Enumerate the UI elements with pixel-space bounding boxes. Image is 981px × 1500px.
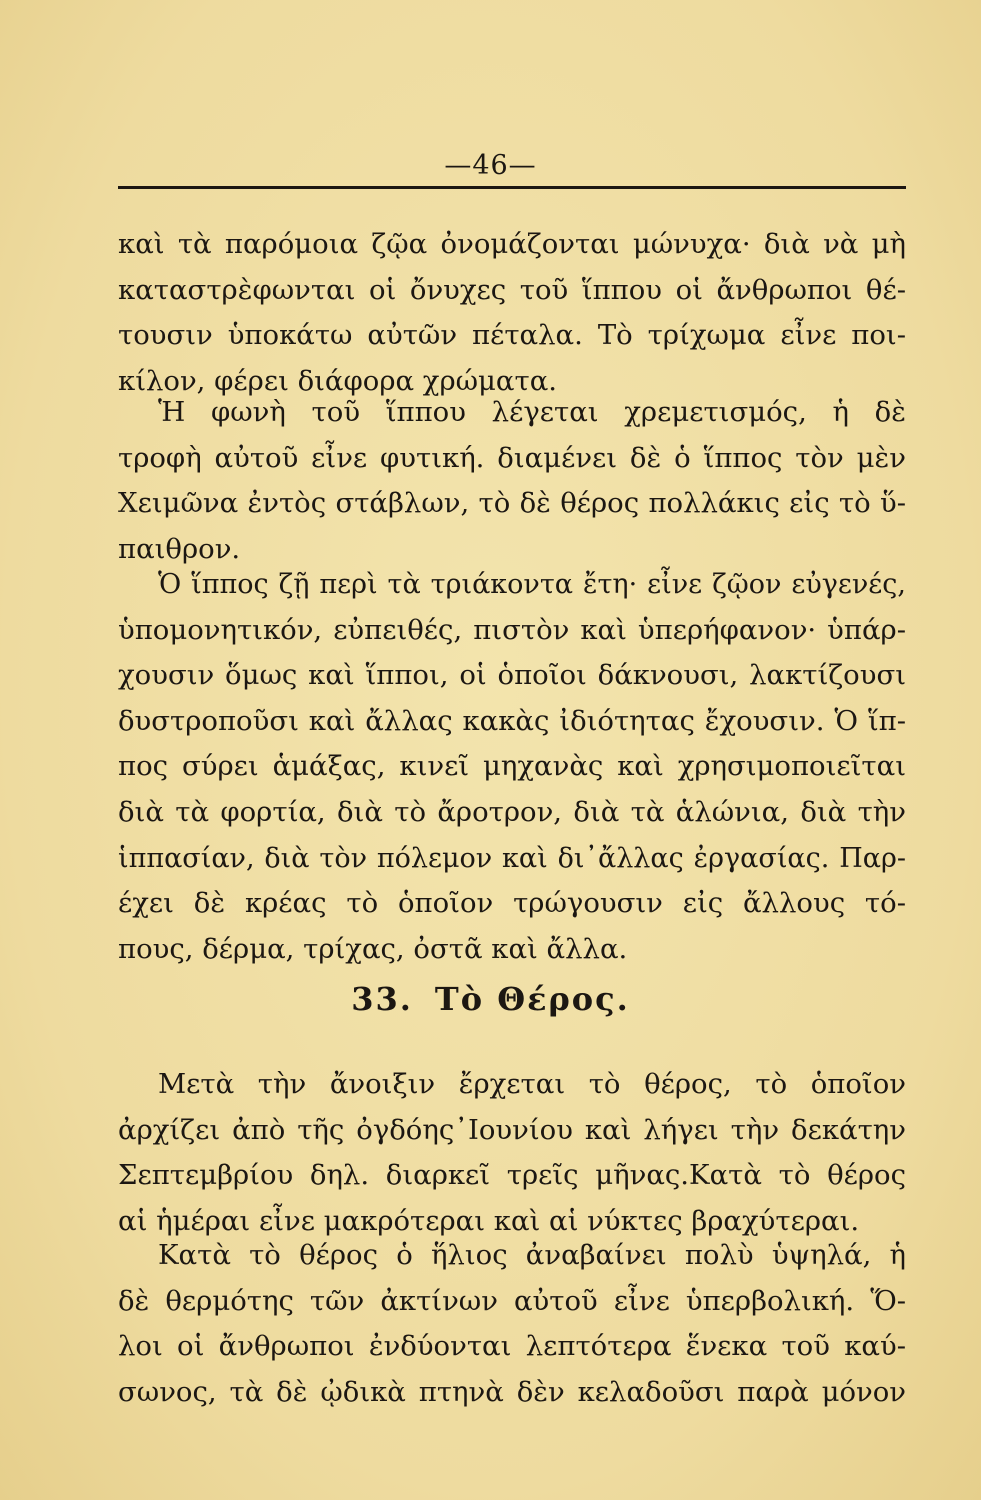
section-heading xyxy=(0,980,981,1018)
text-line: χουσιν ὅμως καὶ ἵπποι, οἱ ὁποῖοι δάκνουσι, λακτίζουσι xyxy=(118,659,906,692)
text-line: Χειμῶνα ἐντὸς στάβλων, τὸ δὲ θέρος πολλάκις εἰς τὸ ὕ- xyxy=(118,487,906,520)
paragraph-3 xyxy=(118,562,906,972)
text-line: καταστρὲφωνται οἱ ὄνυχες τοῦ ἵππου οἱ ἄνθρωποι θέ- xyxy=(118,273,906,306)
paragraph-5 xyxy=(118,1233,906,1415)
text-line: ὑπομονητικόν, εὐπειθές, πιστὸν καὶ ὑπερήφανον· ὑπάρ- xyxy=(118,613,906,646)
text-line: κίλον, φέρει διάφορα χρώματα. xyxy=(118,364,558,397)
text-line: Ὁ ἵππος ζῇ περὶ τὰ τριάκοντα ἔτη· εἶνε ζῷον εὐγενές, xyxy=(158,569,906,600)
text-line: ἱππασίαν, διὰ τὸν πόλεμον καὶ δι᾿ἄλλας ἐργασίας. Παρ- xyxy=(118,842,906,874)
paragraph-4 xyxy=(118,1062,906,1244)
page-number: —46— xyxy=(444,150,537,181)
text-line: σωνος, τὰ δὲ ᾠδικὰ πτηνὰ δὲν κελαδοῦσι παρὰ μόνον xyxy=(118,1375,906,1408)
text-line: λοι οἱ ἄνθρωποι ἐνδύονται λεπτότερα ἕνεκα τοῦ καύ- xyxy=(118,1330,906,1363)
text-line: Μετὰ τὴν ἄνοιξιν ἔρχεται τὸ θέρος, τὸ ὁποῖον xyxy=(158,1068,906,1100)
header-rule xyxy=(118,186,906,189)
text-line: δυστροποῦσι καὶ ἄλλας κακὰς ἰδιότητας ἔχουσιν. Ὁ ἵπ- xyxy=(118,704,906,737)
text-line: Κατὰ τὸ θέρος ὁ ἥλιος ἀναβαίνει πολὺ ὑψηλά, ἡ xyxy=(158,1239,906,1271)
text-line: ἀρχίζει ἀπὸ τῆς ὀγδόης᾿Ιουνίου καὶ λήγει τὴν δεκάτην xyxy=(118,1113,906,1146)
text-line: καὶ τὰ παρόμοια ζῷα ὀνομάζονται μώνυχα· διὰ νὰ μὴ xyxy=(118,228,906,260)
text-line: αἱ ἡμέραι εἶνε μακρότεραι καὶ αἱ νύκτες βραχύτεραι. xyxy=(118,1204,860,1237)
text-line: διὰ τὰ φορτία, διὰ τὸ ἄροτρον, διὰ τὰ ἁλώνια, διὰ τὴν xyxy=(118,795,906,828)
text-line: πος σύρει ἁμάξας, κινεῖ μηχανὰς καὶ χρησιμοποιεῖται xyxy=(118,750,906,783)
paragraph-2 xyxy=(118,390,906,572)
text-line: δὲ θερμότης τῶν ἀκτίνων αὐτοῦ εἶνε ὑπερβολική. Ὅ- xyxy=(118,1284,906,1317)
text-line: Σεπτεμβρίου δηλ. διαρκεῖ τρεῖς μῆνας.Κατὰ τὸ θέρος xyxy=(118,1159,906,1192)
paragraph-1 xyxy=(118,222,906,404)
section-title: Τὸ Θέρος. xyxy=(434,980,630,1018)
text-line: έχει δὲ κρέας τὸ ὁποῖον τρώγουσιν εἰς ἄλλους τό- xyxy=(118,887,906,920)
text-line: Ἡ φωνὴ τοῦ ἵππου λέγεται χρεμετισμός, ἡ δὲ xyxy=(158,396,906,428)
text-line: πους, δέρμα, τρίχας, ὀστᾶ καὶ ἄλλα. xyxy=(118,932,628,965)
section-number: 33. xyxy=(351,980,413,1018)
text-line: παιθρον. xyxy=(118,532,241,565)
text-line: τροφὴ αὐτοῦ εἶνε φυτική. διαμένει δὲ ὁ ἵππος τὸν μὲν xyxy=(118,441,906,474)
text-line: τουσιν ὑποκάτω αὐτῶν πέταλα. Τὸ τρίχωμα εἶνε ποι- xyxy=(118,319,906,352)
